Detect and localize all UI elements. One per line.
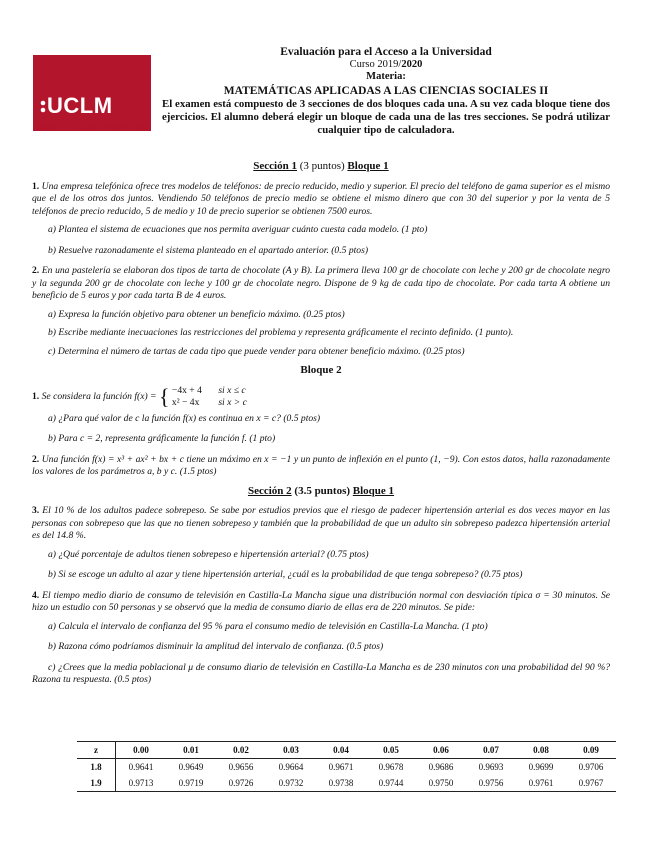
question-part: b) Resuelve razonadamente el sistema planteado en el apartado anterior. (0.5 ptos) — [48, 244, 369, 256]
question-text: Se considera la función f(x) = — [41, 390, 157, 402]
case-expr: x² − 4x — [171, 396, 200, 408]
logo-text: UCLM — [47, 93, 113, 118]
case-1 — [172, 385, 247, 397]
subject-title: MATEMÁTICAS APLICADAS A LAS CIENCIAS SOCIALES II — [223, 85, 549, 97]
case-expr: −4x + 4 — [171, 384, 202, 396]
uclm-mark-icon — [40, 100, 46, 114]
table-header-cell: 0.09 — [566, 742, 616, 759]
table-header-cell: 0.05 — [366, 742, 416, 759]
section1-points: (3 puntos) — [299, 160, 345, 172]
question-number: 1. — [32, 180, 40, 192]
course-line — [162, 59, 610, 71]
case-2 — [172, 397, 247, 409]
logo-subtitle: CAMPUS DE EXCELENCIA INTERNACIONAL — [34, 126, 148, 132]
exam-header — [162, 45, 610, 137]
question-number: 2. — [32, 265, 40, 276]
section1-block2-title: Bloque 2 — [300, 364, 342, 376]
section2-block1: Bloque 1 — [352, 484, 395, 497]
table-header-cell: 0.00 — [116, 742, 167, 759]
left-brace: { — [158, 383, 170, 409]
question-part: a) Calcula el intervalo de confianza del 95 % para el consumo medio de televisión en Castilla-La Mancha. (1 pto) — [48, 620, 488, 632]
question-number: 1. — [32, 390, 40, 402]
question-s1b2-1 — [32, 385, 610, 409]
question-part: a) Plantea el sistema de ecuaciones que nos permita averiguar cuánto cuesta cada modelo. (1 pto) — [48, 224, 428, 235]
table-header-cell: 0.06 — [416, 742, 466, 759]
table-cell: 0.9761 — [516, 775, 566, 792]
table-row — [77, 759, 616, 776]
section1-block1: Bloque 1 — [347, 160, 389, 172]
question-s2b1-3 — [32, 505, 610, 543]
question-part: b) Escribe mediante inecuaciones las restricciones del problema y representa gráficamente el recinto definido. (1 punto). — [48, 327, 514, 338]
question-number: 2. — [32, 453, 40, 465]
table-cell: 0.9671 — [328, 762, 354, 772]
section1-label: Sección 1 — [253, 160, 297, 172]
table-cell: 0.9767 — [566, 775, 616, 792]
table-header-cell: 0.08 — [516, 742, 566, 759]
table-header-cell: 0.02 — [216, 742, 266, 759]
table-cell: 0.9713 — [116, 775, 167, 792]
question-part: b) Si se escoge un adulto al azar y tiene hipertensión arterial, ¿cuál es la probabilidad de que tenga sobrepeso? (0.75 ptos) — [48, 569, 523, 580]
question-part: c) ¿Crees que la media poblacional μ de consumo diario de televisión en Castilla-La Mancha es de 230 minutos con una probabilidad del 90 %? Razona tu respuesta. (0.5 ptos) — [32, 661, 610, 685]
course-year: 2020 — [401, 59, 423, 70]
table-cell: 0.9656 — [228, 762, 254, 772]
table-cell: 0.9732 — [266, 775, 316, 792]
uclm-logo — [33, 55, 151, 131]
table-cell: 0.9719 — [166, 775, 216, 792]
section1-title — [32, 160, 610, 173]
table-header-cell: 0.03 — [266, 742, 316, 759]
course-label: Curso 2019/ — [349, 59, 402, 70]
case-cond: si x > c — [218, 396, 247, 408]
table-cell: 0.9649 — [178, 762, 204, 772]
table-row — [77, 775, 616, 792]
subject-label: Materia: — [366, 71, 406, 82]
table-cell: 0.9693 — [478, 762, 504, 772]
table-cell: 1.9 — [77, 775, 116, 792]
question-part: a) Expresa la función objetivo para obtener un beneficio máximo. (0.25 ptos) — [48, 308, 345, 320]
table-cell: 0.9641 — [128, 762, 154, 772]
table-header-row — [77, 742, 616, 759]
question-text: En una pastelería se elaboran dos tipos de tarta de chocolate (A y B). La primera lleva 100 gr de chocolate con leche y 200 gr de chocolate negro y la segunda 200 gr de chocolate con leche y 100 gr de chocolate negro. Dispone de 9 kg de cada tipo de chocolate. Por cada tarta A obtiene un beneficio de 5 euros y por cada tarta B de 4 euros. — [32, 265, 610, 301]
question-number: 3. — [32, 505, 40, 516]
question-part: a) ¿Qué porcentaje de adultos tienen sobrepeso e hipertensión arterial? (0.75 ptos) — [48, 548, 369, 560]
question-s1b1-2 — [32, 265, 610, 303]
section2-label: Sección 2 — [247, 484, 292, 497]
table-cell: 0.9738 — [316, 775, 366, 792]
question-number: 4. — [32, 589, 40, 601]
question-part: a) ¿Para qué valor de c la función f(x) es continua en x = c? (0.5 ptos) — [48, 412, 321, 424]
table-cell: 0.9686 — [428, 762, 454, 772]
question-s2b1-4 — [32, 590, 610, 615]
case-cond: si x ≤ c — [218, 384, 246, 396]
question-text: El 10 % de los adultos padece sobrepeso. Se sabe por estudios previos que el riesgo de padecer hipertensión arterial es dos veces mayor en las personas con sobrepeso que las que no tienen sobrepeso y también que la probabilidad de que un adulto sin sobrepeso padezca hipertensión arterial es del 14.8 %. — [32, 505, 610, 541]
section2-title — [32, 485, 610, 498]
question-s1b1-1 — [32, 181, 610, 219]
question-part: b) Razona cómo podríamos disminuir la amplitud del intervalo de confianza. (0.5 ptos) — [48, 641, 384, 652]
question-part: c) Determina el número de tartas de cada tipo que puede vender para obtener beneficio máximo. (0.25 ptos) — [48, 345, 465, 357]
question-text: El tiempo medio diario de consumo de televisión en Castilla-La Mancha sigue una distribución normal con desviación típica σ = 30 minutos. Se hizo un estudio con 50 personas y se observó que la media de consumo diario de ellas era de 220 minutos. Se pide: — [32, 589, 610, 613]
table-cell: 0.9699 — [528, 762, 554, 772]
question-part: b) Para c = 2, representa gráficamente la función f. (1 pto) — [48, 433, 276, 444]
question-s1b2-2 — [32, 454, 610, 479]
table-cell: 0.9726 — [216, 775, 266, 792]
question-text: Una empresa telefónica ofrece tres modelos de teléfonos: de precio reducido, medio y superior. El precio del teléfono de gama superior es el mismo que el de los otros dos juntos. Vendiendo 50 teléfonos de precio medio se obtiene el mismo dinero que con 30 del superior y por la venta de 5 teléfonos de precio reducido, 5 de medio y 10 de precio superior se obtienen 7500 euros. — [32, 180, 610, 217]
question-text: Una función f(x) = x³ + ax² + bx + c tiene un máximo en x = −1 y un punto de inflexión en el punto (1, −9). Con estos datos, halla razonadamente los valores de los parámetros a, b y c. (1.5 ptos) — [32, 453, 611, 477]
normal-distribution-table — [77, 741, 616, 792]
table-cell: 0.9750 — [416, 775, 466, 792]
table-cell: 0.9744 — [366, 775, 416, 792]
exam-instructions: El examen está compuesto de 3 secciones de dos bloques cada una. A su vez cada bloque tiene dos ejercicios. El alumno deberá elegir un bloque de cada una de las tres secciones. Se podrá utilizar cualquier tipo de calculadora. — [162, 98, 610, 136]
table-cell: 0.9664 — [278, 762, 304, 772]
table-header-cell: 0.04 — [316, 742, 366, 759]
table-header-cell: 0.07 — [466, 742, 516, 759]
exam-title: Evaluación para el Acceso a la Universidad — [280, 46, 492, 58]
piecewise-cases — [172, 385, 247, 409]
table-header-cell: 0.01 — [166, 742, 216, 759]
section2-points: (3.5 puntos) — [294, 484, 351, 497]
exam-body — [32, 160, 610, 693]
table-cell: 1.8 — [77, 759, 116, 776]
table-cell: 0.9756 — [466, 775, 516, 792]
table-header-cell: z — [77, 742, 116, 759]
table-cell: 0.9678 — [378, 762, 404, 772]
table-cell: 0.9706 — [578, 762, 604, 772]
